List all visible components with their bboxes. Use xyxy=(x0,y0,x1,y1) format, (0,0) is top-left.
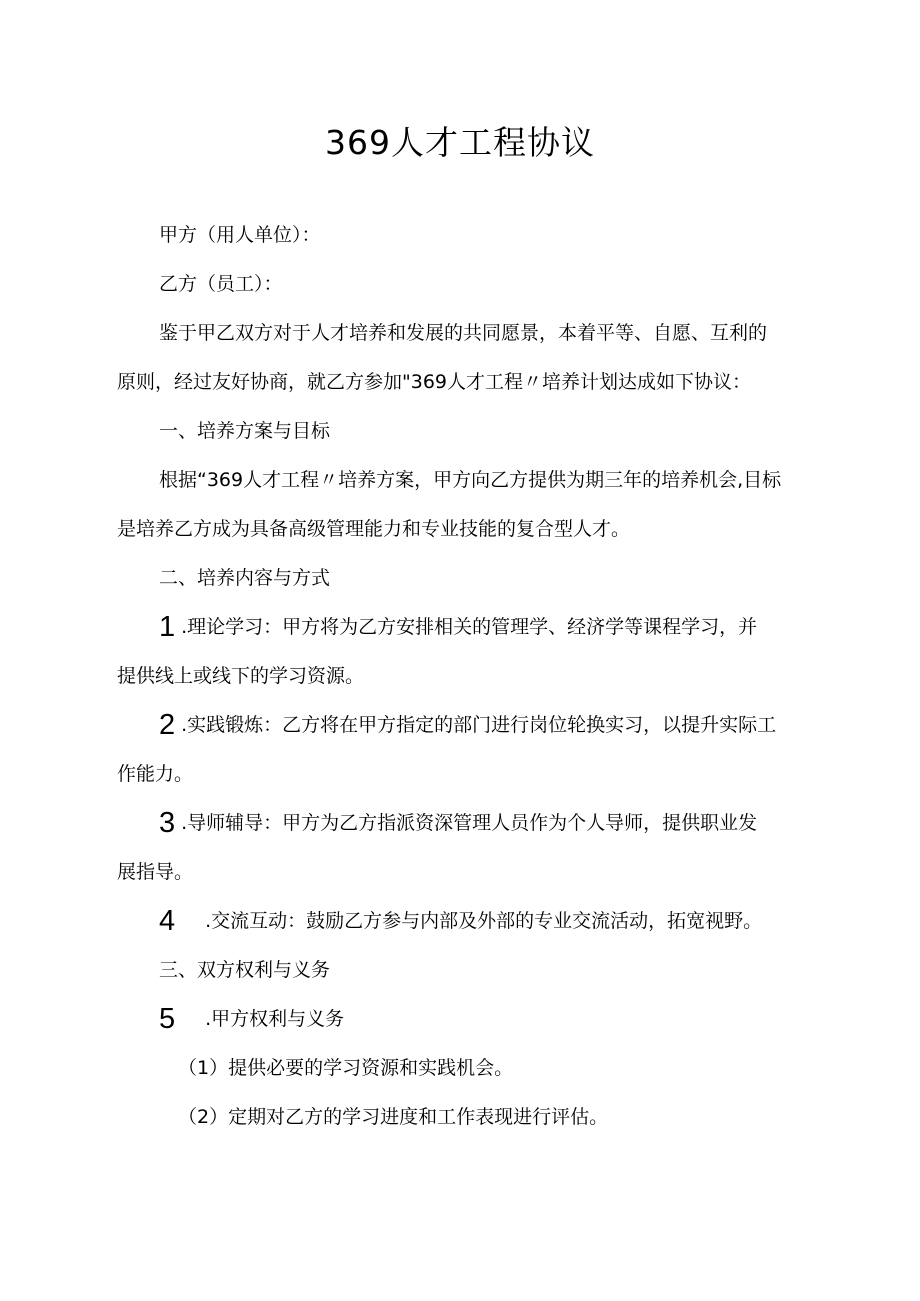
list-item-1 xyxy=(159,612,757,642)
list-item-5 xyxy=(159,1004,344,1034)
list-item-1-continuation: 提供线上或线下的学习资源。 xyxy=(117,665,365,687)
list-item-text: .理论学习：甲方将为乙方安排相关的管理学、经济学等课程学习，并 xyxy=(181,616,758,638)
section-1-line-2: 是培养乙方成为具备高级管理能力和专业技能的复合型人才。 xyxy=(117,518,631,540)
list-item-text: .实践锻炼：乙方将在甲方指定的部门进行岗位轮换实习，以提升实际工 xyxy=(181,714,777,736)
sub-item-2: （2）定期对乙方的学习进度和工作表现进行评估。 xyxy=(178,1106,609,1128)
party-a-label: 甲方（用人单位）： xyxy=(159,224,321,246)
list-item-text: .甲方权利与义务 xyxy=(205,1008,345,1030)
list-item-number: 5 xyxy=(159,1003,176,1035)
list-item-text: .交流互动：鼓励乙方参与内部及外部的专业交流活动，拓宽视野。 xyxy=(205,910,763,932)
document-title: 369人才工程协议 xyxy=(325,123,595,162)
party-b-label: 乙方（员工）： xyxy=(159,273,283,295)
section-2-heading: 二、培养内容与方式 xyxy=(159,567,331,589)
list-item-2 xyxy=(159,710,776,740)
list-item-number: 2 xyxy=(159,709,176,741)
preamble-line-1: 鉴于甲乙双方对于人才培养和发展的共同愿景，本着平等、自愿、互利的 xyxy=(159,322,768,344)
sub-item-1: （1）提供必要的学习资源和实践机会。 xyxy=(178,1057,514,1079)
list-item-number: 4 xyxy=(159,905,176,937)
list-item-number: 1 xyxy=(159,611,176,643)
list-item-4 xyxy=(159,906,762,936)
list-item-2-continuation: 作能力。 xyxy=(117,763,194,785)
list-item-3 xyxy=(159,808,757,838)
preamble-line-2: 原则，经过友好协商，就乙方参加"369人才工程〃培养计划达成如下协议： xyxy=(117,371,752,393)
list-item-text: .导师辅导：甲方为乙方指派资深管理人员作为个人导师，提供职业发 xyxy=(181,812,758,834)
section-1-line-1: 根据“369人才工程〃培养方案，甲方向乙方提供为期三年的培养机会,目标 xyxy=(159,469,782,491)
list-item-3-continuation: 展指导。 xyxy=(117,861,194,883)
list-item-number: 3 xyxy=(159,807,176,839)
section-3-heading: 三、双方权利与义务 xyxy=(159,959,331,981)
section-1-heading: 一、培养方案与目标 xyxy=(159,420,331,442)
